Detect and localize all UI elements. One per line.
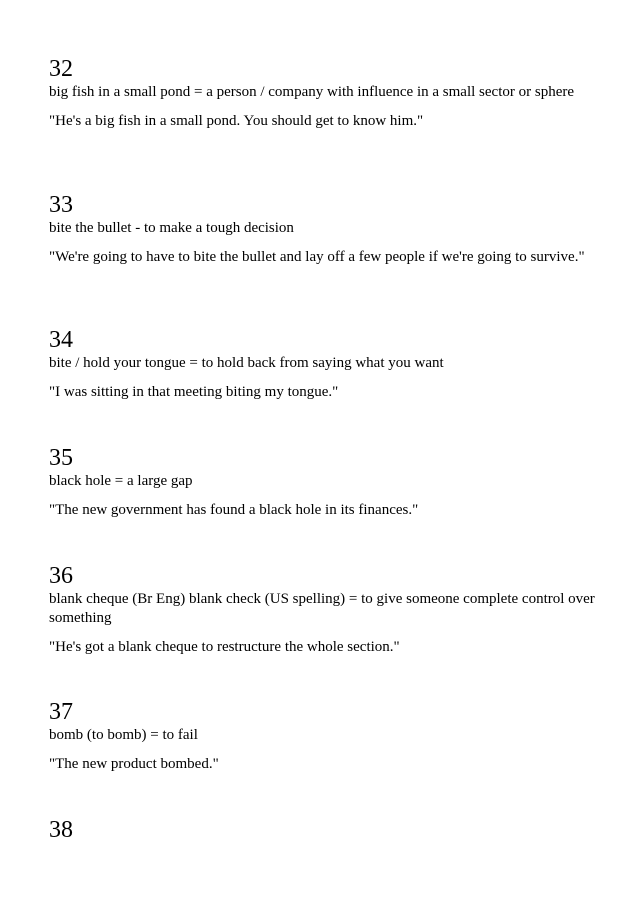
idiom-entry-37 xyxy=(49,700,609,774)
idiom-entry-38 xyxy=(49,818,609,842)
entry-example: "I was sitting in that meeting biting my tongue." xyxy=(49,384,339,400)
idiom-entry-32 xyxy=(49,57,609,131)
entry-number: 37 xyxy=(49,699,73,725)
entry-definition: bomb (to bomb) = to fail xyxy=(49,727,198,743)
entry-number: 32 xyxy=(49,56,73,82)
entry-example: "We're going to have to bite the bullet and lay off a few people if we're going to survive." xyxy=(49,249,585,265)
entry-example: "The new government has found a black hole in its finances." xyxy=(49,502,419,518)
entry-number: 38 xyxy=(49,817,73,843)
entry-definition: blank cheque (Br Eng) blank check (US spelling) = to give someone complete control over something xyxy=(49,591,595,626)
entry-number: 35 xyxy=(49,445,73,471)
entry-definition: bite / hold your tongue = to hold back from saying what you want xyxy=(49,355,444,371)
entry-number: 34 xyxy=(49,327,73,353)
entry-definition: bite the bullet - to make a tough decision xyxy=(49,220,294,236)
entry-example: "The new product bombed." xyxy=(49,756,219,772)
entry-example: "He's a big fish in a small pond. You should get to know him." xyxy=(49,113,424,129)
entry-number: 36 xyxy=(49,563,73,589)
idiom-entry-33 xyxy=(49,193,609,267)
idiom-entry-36 xyxy=(49,564,609,657)
entry-example: "He's got a blank cheque to restructure the whole section." xyxy=(49,639,400,655)
entry-number: 33 xyxy=(49,192,73,218)
entry-definition: big fish in a small pond = a person / company with influence in a small sector or sphere xyxy=(49,84,574,100)
idiom-entry-34 xyxy=(49,328,609,402)
entry-definition: black hole = a large gap xyxy=(49,473,193,489)
idiom-entry-35 xyxy=(49,446,609,520)
